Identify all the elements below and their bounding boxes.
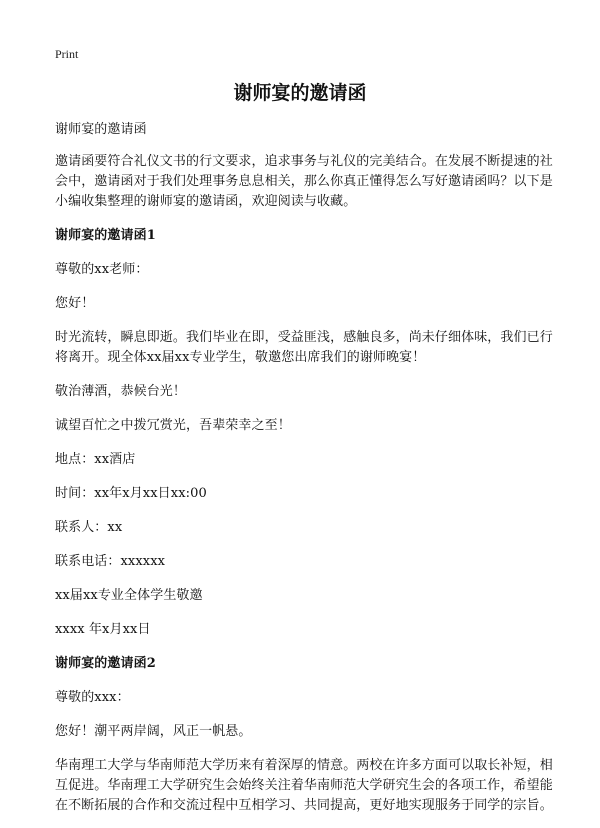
paragraph: 联系人：xx [55, 520, 123, 535]
print-label: Print [55, 47, 79, 61]
section-heading: 谢师宴的邀请函2 [55, 656, 156, 671]
paragraph: 谢师宴的邀请函 [55, 122, 147, 137]
paragraph: 您好！潮平两岸阔，风正一帆悬。 [55, 724, 252, 739]
document-title: 谢师宴的邀请函 [233, 82, 367, 104]
paragraph: 尊敬的xx老师： [55, 262, 149, 277]
paragraph: 邀请函要符合礼仪文书的行文要求，追求事务与礼仪的完美结合。在发展不断提速的社会中，邀请函对于我们处理事务息息相关，那么你真正懂得怎么写好邀请函吗？以下是小编收集整理的谢师宴的邀请函，欢迎阅读与收藏。 [55, 154, 553, 209]
section-heading: 谢师宴的邀请函1 [55, 228, 156, 243]
paragraph: xxxx 年x月xx日 [55, 622, 151, 637]
paragraph: 诚望百忙之中拨冗赏光，吾辈荣幸之至！ [55, 418, 291, 433]
paragraph: 尊敬的xxx： [55, 690, 130, 705]
paragraph: 您好！ [55, 296, 95, 311]
document-body [55, 120, 555, 816]
paragraph: 时间：xx年x月xx日xx:00 [55, 486, 207, 501]
paragraph: 地点：xx酒店 [55, 452, 136, 467]
paragraph: 时光流转，瞬息即逝。我们毕业在即，受益匪浅，感触良多，尚未仔细体味，我们已行将离开。现全体xx届xx专业学生，敬邀您出席我们的谢师晚宴！ [55, 330, 553, 365]
paragraph: 联系电话：xxxxxx [55, 554, 166, 569]
paragraph: xx届xx专业全体学生敬邀 [55, 588, 203, 603]
paragraph: 华南理工大学与华南师范大学历来有着深厚的情意。两校在许多方面可以取长补短，相互促进。华南理工大学研究生会始终关注着华南师范大学研究生会的各项工作，希望能在不断拓展的合作和交流过程中互相学习、共同提高，更好地实现服务于同学的宗旨。 [55, 758, 553, 813]
paragraph: 敬治薄酒，恭候台光！ [55, 384, 187, 399]
